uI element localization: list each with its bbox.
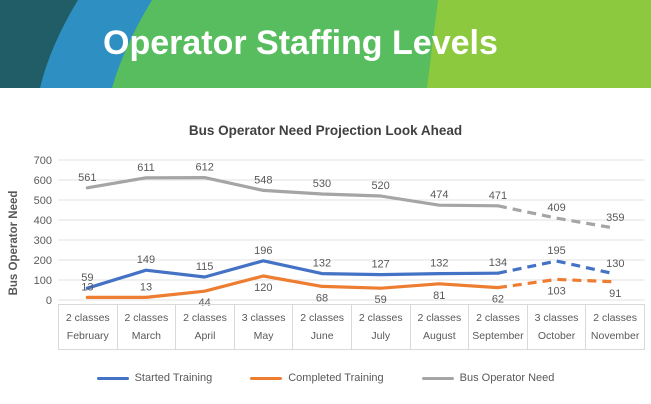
data-label: 611 [137, 161, 155, 174]
legend-line-swatch [250, 377, 282, 380]
x-axis-category-may [234, 305, 293, 349]
legend-label: Bus Operator Need [459, 372, 555, 384]
y-tick-label: 300 [33, 235, 52, 247]
header-banner [0, 0, 651, 88]
data-label: 132 [312, 257, 332, 270]
data-label: 474 [430, 189, 449, 202]
x-axis-category-june [292, 305, 351, 349]
data-label: 59 [374, 294, 387, 307]
category-classes-label: 3 classes [534, 311, 579, 324]
category-classes-label: 3 classes [241, 311, 286, 324]
data-label: 59 [81, 272, 94, 285]
category-classes-label: 2 classes [417, 311, 462, 324]
data-label: 13 [81, 281, 94, 294]
data-label: 530 [312, 178, 332, 190]
category-month-label: August [423, 330, 456, 343]
category-month-label: September [472, 330, 524, 343]
data-label: 103 [547, 285, 566, 298]
category-month-label: October [537, 330, 576, 343]
page-title: Operator Staffing Levels [103, 24, 498, 62]
data-label: 115 [195, 261, 214, 273]
data-label: 520 [371, 180, 390, 192]
category-month-label: May [253, 330, 274, 343]
y-tick-label: 0 [45, 295, 52, 307]
legend-label: Completed Training [288, 372, 384, 384]
data-label: 68 [315, 292, 329, 305]
data-label: 44 [198, 297, 211, 310]
data-label: 196 [254, 244, 273, 257]
data-label: 81 [433, 289, 446, 302]
data-label: 359 [606, 212, 625, 225]
data-label: 120 [254, 282, 273, 294]
y-tick-label: 400 [33, 215, 52, 227]
category-month-label: November [590, 330, 640, 343]
y-tick-label: 700 [33, 155, 52, 167]
data-label: 132 [430, 257, 449, 270]
legend-line-swatch [422, 377, 454, 380]
y-axis-title-text: Bus Operator Need [8, 190, 20, 296]
legend-line-swatch [97, 377, 129, 380]
data-label: 13 [139, 281, 153, 294]
category-classes-label: 2 classes [183, 311, 227, 324]
x-axis-category-october [527, 305, 586, 349]
x-axis-category-september [468, 305, 527, 349]
category-classes-label: 2 classes [65, 311, 110, 324]
legend-item-completed-training [250, 372, 383, 384]
y-tick-label: 600 [33, 175, 52, 187]
x-axis-category-august [410, 305, 469, 349]
category-classes-label: 2 classes [593, 311, 638, 324]
data-label: 91 [609, 287, 622, 300]
category-month-label: February [66, 330, 109, 343]
data-label: 130 [606, 258, 625, 270]
data-label: 471 [488, 189, 508, 202]
category-month-label: March [131, 330, 161, 343]
x-axis-category-february [59, 305, 117, 349]
category-month-label: June [310, 330, 334, 343]
y-tick-label: 200 [33, 255, 52, 267]
category-month-label: April [194, 330, 216, 343]
data-label: 612 [195, 161, 214, 174]
category-classes-label: 2 classes [476, 311, 520, 324]
data-label: 561 [78, 171, 97, 184]
legend-label: Started Training [134, 372, 213, 384]
x-axis-category-november [585, 305, 644, 349]
chart-title: Bus Operator Need Projection Look Ahead [188, 123, 463, 138]
y-tick-label: 100 [33, 275, 52, 287]
data-label: 409 [547, 202, 566, 215]
data-label: 62 [491, 293, 505, 306]
category-classes-label: 2 classes [300, 311, 345, 324]
data-label: 127 [371, 258, 390, 271]
data-label: 548 [254, 174, 273, 187]
legend-item-bus-operator-need [422, 372, 555, 384]
y-tick-label: 500 [33, 195, 52, 207]
category-classes-label: 2 classes [124, 311, 169, 324]
data-label: 134 [488, 257, 508, 270]
data-label: 195 [547, 245, 566, 257]
x-axis-category-april [175, 305, 234, 349]
x-axis-category-march [117, 305, 176, 349]
x-axis-category-july [351, 305, 410, 349]
category-classes-label: 2 classes [358, 311, 403, 324]
series-line-projection [498, 261, 615, 274]
legend [0, 369, 651, 387]
data-label: 149 [136, 254, 156, 267]
x-axis [58, 304, 645, 350]
category-month-label: July [371, 330, 391, 343]
legend-item-started-training [97, 372, 213, 384]
